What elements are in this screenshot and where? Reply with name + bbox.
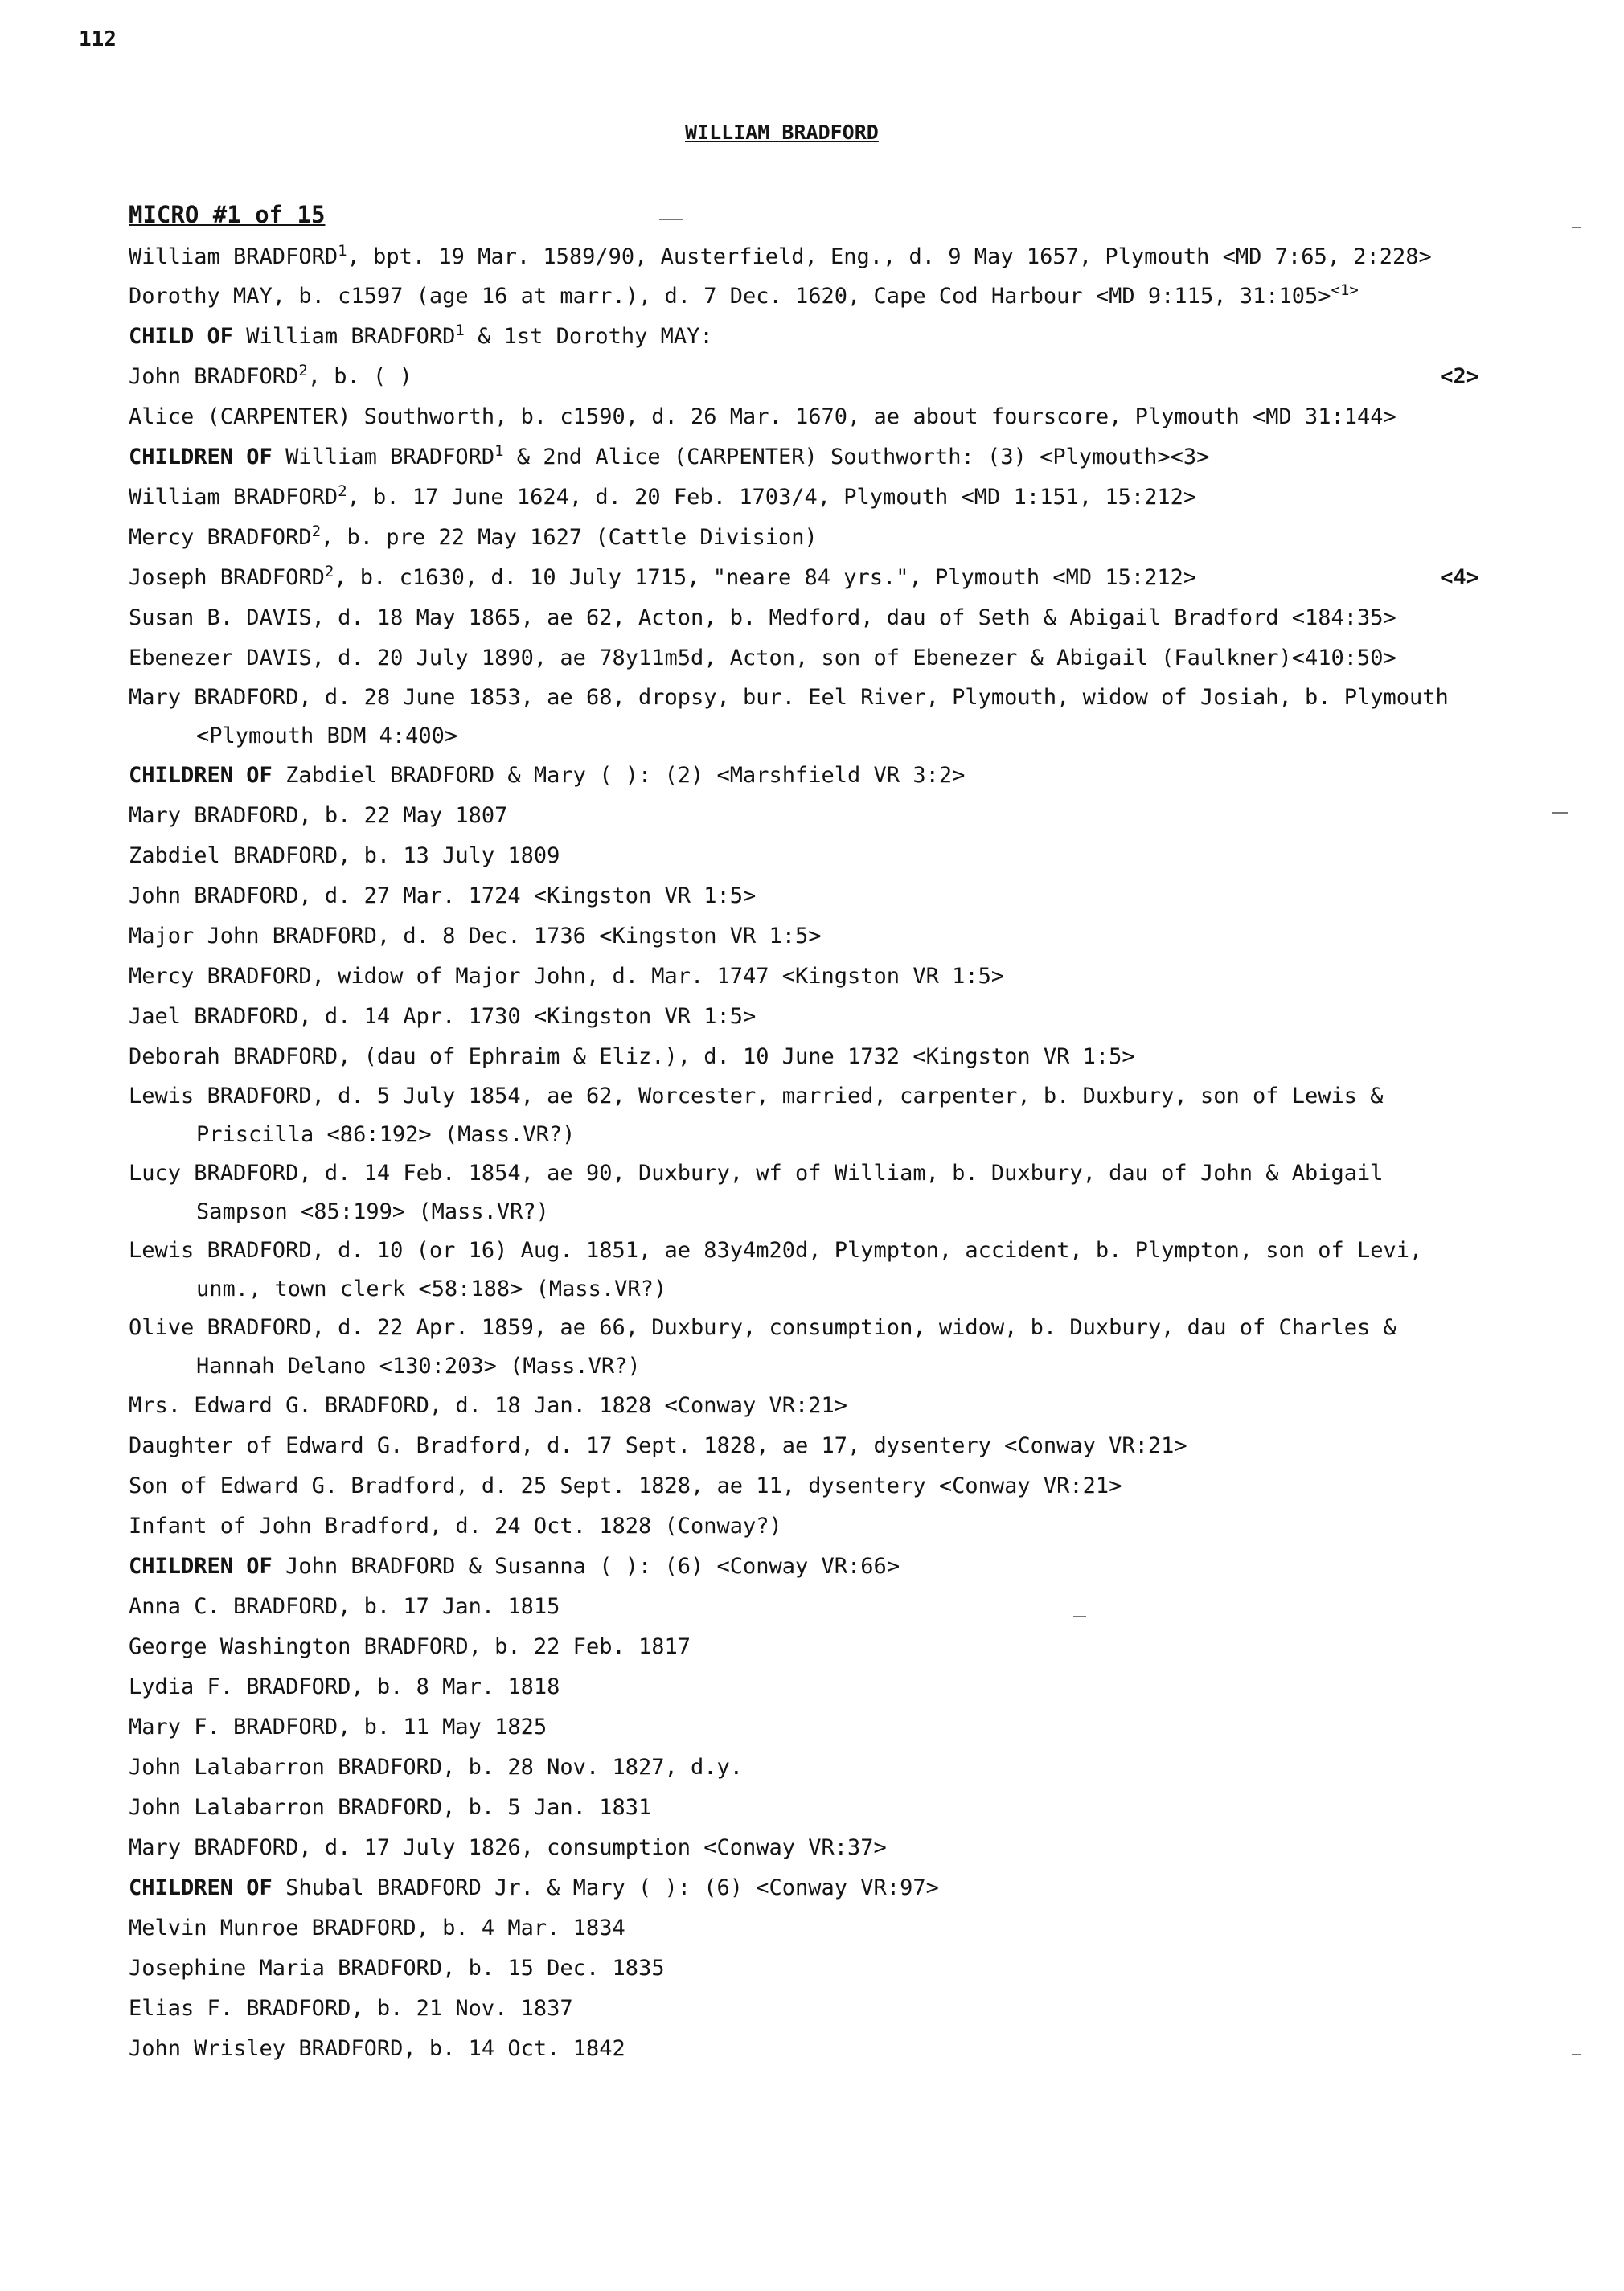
record-text: Joseph BRADFORD [129, 565, 325, 590]
record-line [129, 1547, 1479, 1587]
scan-mark [659, 219, 683, 220]
record-text: Daughter of Edward G. Bradford, d. 17 Sept. 1828, ae 17, dysentery <Conway VR:21> [129, 1433, 1187, 1458]
record-line [129, 1154, 1479, 1232]
section-heading-label: CHILD OF [129, 324, 234, 349]
record-text: Infant of John Bradford, d. 24 Oct. 1828 (Conway?) [129, 1514, 782, 1539]
record-text: Mary BRADFORD, d. 17 July 1826, consumption <Conway VR:37> [129, 1835, 887, 1860]
record-text-continued: , b. ( ) [307, 364, 412, 389]
record-text-continued: & 1st Dorothy MAY: [464, 324, 713, 349]
record-line [129, 397, 1479, 437]
record-text: Melvin Munroe BRADFORD, b. 4 Mar. 1834 [129, 1916, 625, 1941]
generation-superscript: 2 [338, 482, 347, 500]
record-text: Lewis BRADFORD, d. 10 (or 16) Aug. 1851, ae 83y4m20d, Plympton, accident, b. Plympton, son of Levi, unm., town clerk <58:188> (Mass.VR?) [129, 1238, 1423, 1301]
record-text-continued: , bpt. 19 Mar. 1589/90, Austerfield, Eng., d. 9 May 1657, Plymouth <MD 7:65, 2:228> [347, 244, 1432, 269]
record-text: Mercy BRADFORD, widow of Major John, d. Mar. 1747 <Kingston VR 1:5> [129, 964, 1005, 989]
record-line [129, 1828, 1479, 1868]
record-text: Alice (CARPENTER) Southworth, b. c1590, d. 26 Mar. 1670, ae about fourscore, Plymouth <MD 31:144> [129, 404, 1396, 429]
scan-mark [1572, 2054, 1581, 2055]
generation-superscript: 2 [311, 523, 322, 540]
record-text: George Washington BRADFORD, b. 22 Feb. 1817 [129, 1634, 691, 1659]
record-text: Mercy BRADFORD [129, 525, 312, 550]
record-text: John Lalabarron BRADFORD, b. 5 Jan. 1831 [129, 1795, 652, 1820]
record-text: Lydia F. BRADFORD, b. 8 Mar. 1818 [129, 1674, 560, 1699]
record-line [129, 1426, 1479, 1466]
record-line [129, 437, 1479, 477]
record-line [129, 997, 1479, 1037]
generation-superscript: 1 [455, 322, 465, 339]
generation-superscript: 2 [298, 362, 308, 379]
record-line [129, 1748, 1479, 1788]
scan-mark [1572, 227, 1581, 228]
record-line [129, 477, 1479, 518]
record-line [129, 277, 1479, 317]
record-line [129, 1908, 1479, 1949]
record-line [129, 1707, 1479, 1748]
page-title: WILLIAM BRADFORD [685, 121, 879, 144]
record-text: Ebenezer DAVIS, d. 20 July 1890, ae 78y11m5d, Acton, son of Ebenezer & Abigail (Faulkner)<410:50> [129, 645, 1396, 670]
record-text: Anna C. BRADFORD, b. 17 Jan. 1815 [129, 1594, 560, 1619]
record-text: John BRADFORD & Susanna ( ): (6) <Conway VR:66> [272, 1554, 900, 1579]
record-line [129, 796, 1479, 836]
record-text: Susan B. DAVIS, d. 18 May 1865, ae 62, Acton, b. Medford, dau of Seth & Abigail Bradford <184:35> [129, 605, 1396, 630]
record-line [129, 1627, 1479, 1667]
record-text: William BRADFORD [129, 244, 338, 269]
record-line [129, 598, 1479, 638]
record-text: Jael BRADFORD, d. 14 Apr. 1730 <Kingston VR 1:5> [129, 1004, 757, 1029]
section-heading-label: CHILDREN OF [129, 445, 273, 469]
record-text: Mary BRADFORD, d. 28 June 1853, ae 68, dropsy, bur. Eel River, Plymouth, widow of Josiah, b. Plymouth <Plymouth BDM 4:400> [129, 685, 1449, 748]
footnote-reference: <4> [1440, 565, 1479, 590]
record-text: Elias F. BRADFORD, b. 21 Nov. 1837 [129, 1996, 573, 2021]
record-text: Zabdiel BRADFORD, b. 13 July 1809 [129, 843, 560, 868]
record-line [129, 518, 1479, 558]
scan-mark [1073, 1616, 1086, 1617]
record-text: Shubal BRADFORD Jr. & Mary ( ): (6) <Conway VR:97> [272, 1875, 939, 1900]
record-text: William BRADFORD [272, 445, 495, 469]
record-text: Son of Edward G. Bradford, d. 25 Sept. 1828, ae 11, dysentery <Conway VR:21> [129, 1473, 1122, 1498]
record-line [129, 957, 1479, 997]
micro-label: MICRO #1 of 15 [129, 201, 326, 228]
record-line [129, 638, 1479, 678]
footnote-reference: <2> [1440, 364, 1479, 389]
record-text: Mary F. BRADFORD, b. 11 May 1825 [129, 1715, 547, 1740]
record-line [129, 1077, 1479, 1154]
record-text: Josephine Maria BRADFORD, b. 15 Dec. 1835 [129, 1956, 665, 1981]
record-line [129, 1386, 1479, 1426]
record-text: Major John BRADFORD, d. 8 Dec. 1736 <Kingston VR 1:5> [129, 924, 822, 949]
record-line [129, 1868, 1479, 1908]
entry-list [129, 238, 1479, 2069]
record-line [129, 1506, 1479, 1547]
record-line [129, 678, 1479, 756]
record-line [129, 1309, 1479, 1386]
record-line [129, 1667, 1479, 1707]
record-text: Lewis BRADFORD, d. 5 July 1854, ae 62, Worcester, married, carpenter, b. Duxbury, son of Lewis & Priscilla <86:192> (Mass.VR?) [129, 1084, 1384, 1147]
record-text: Mrs. Edward G. BRADFORD, d. 18 Jan. 1828 <Conway VR:21> [129, 1393, 848, 1418]
record-text: John BRADFORD [129, 364, 299, 389]
record-text-continued: , b. pre 22 May 1627 (Cattle Division) [321, 525, 818, 550]
record-line [129, 558, 1479, 598]
record-text: William BRADFORD [129, 485, 338, 510]
record-line [129, 357, 1479, 397]
record-text: William BRADFORD [233, 324, 456, 349]
section-heading-label: CHILDREN OF [129, 763, 273, 788]
record-line [129, 1949, 1479, 1989]
record-text: Mary BRADFORD, b. 22 May 1807 [129, 803, 508, 828]
record-line [129, 238, 1479, 277]
record-text-continued: & 2nd Alice (CARPENTER) Southworth: (3) <Plymouth><3> [503, 445, 1210, 469]
record-line [129, 916, 1479, 957]
scan-mark [1552, 812, 1568, 814]
record-line [129, 1232, 1479, 1309]
section-heading-label: CHILDREN OF [129, 1875, 273, 1900]
record-text: John Lalabarron BRADFORD, b. 28 Nov. 1827, d.y. [129, 1755, 744, 1780]
record-line [129, 1037, 1479, 1077]
record-line [129, 1587, 1479, 1627]
record-line [129, 756, 1479, 796]
record-line [129, 876, 1479, 916]
record-line [129, 317, 1479, 357]
record-line [129, 1788, 1479, 1828]
record-text-continued: , b. c1630, d. 10 July 1715, "neare 84 yrs.", Plymouth <MD 15:212> [334, 565, 1197, 590]
record-text: Dorothy MAY, b. c1597 (age 16 at marr.), d. 7 Dec. 1620, Cape Cod Harbour <MD 9:115, 31:105> [129, 284, 1331, 309]
section-heading-label: CHILDREN OF [129, 1554, 273, 1579]
record-text: Lucy BRADFORD, d. 14 Feb. 1854, ae 90, Duxbury, wf of William, b. Duxbury, dau of John & Abigail Sampson <85:199> (Mass.VR?) [129, 1161, 1384, 1224]
record-text: Zabdiel BRADFORD & Mary ( ): (2) <Marshfield VR 3:2> [272, 763, 966, 788]
record-line [129, 2029, 1479, 2069]
record-line [129, 836, 1479, 876]
record-text-continued: , b. 17 June 1624, d. 20 Feb. 1703/4, Plymouth <MD 1:151, 15:212> [347, 485, 1197, 510]
page-number: 112 [79, 27, 117, 51]
record-line [129, 1466, 1479, 1506]
generation-superscript: <1> [1331, 281, 1359, 299]
record-text: Deborah BRADFORD, (dau of Ephraim & Eliz.), d. 10 June 1732 <Kingston VR 1:5> [129, 1044, 1135, 1069]
record-text: John Wrisley BRADFORD, b. 14 Oct. 1842 [129, 2036, 625, 2061]
generation-superscript: 1 [494, 442, 504, 460]
record-text: John BRADFORD, d. 27 Mar. 1724 <Kingston VR 1:5> [129, 883, 757, 908]
generation-superscript: 1 [338, 242, 347, 260]
generation-superscript: 2 [324, 563, 334, 580]
record-text: Olive BRADFORD, d. 22 Apr. 1859, ae 66, Duxbury, consumption, widow, b. Duxbury, dau of Charles & Hannah Delano <130:203> (Mass.VR?) [129, 1315, 1396, 1379]
record-line [129, 1989, 1479, 2029]
